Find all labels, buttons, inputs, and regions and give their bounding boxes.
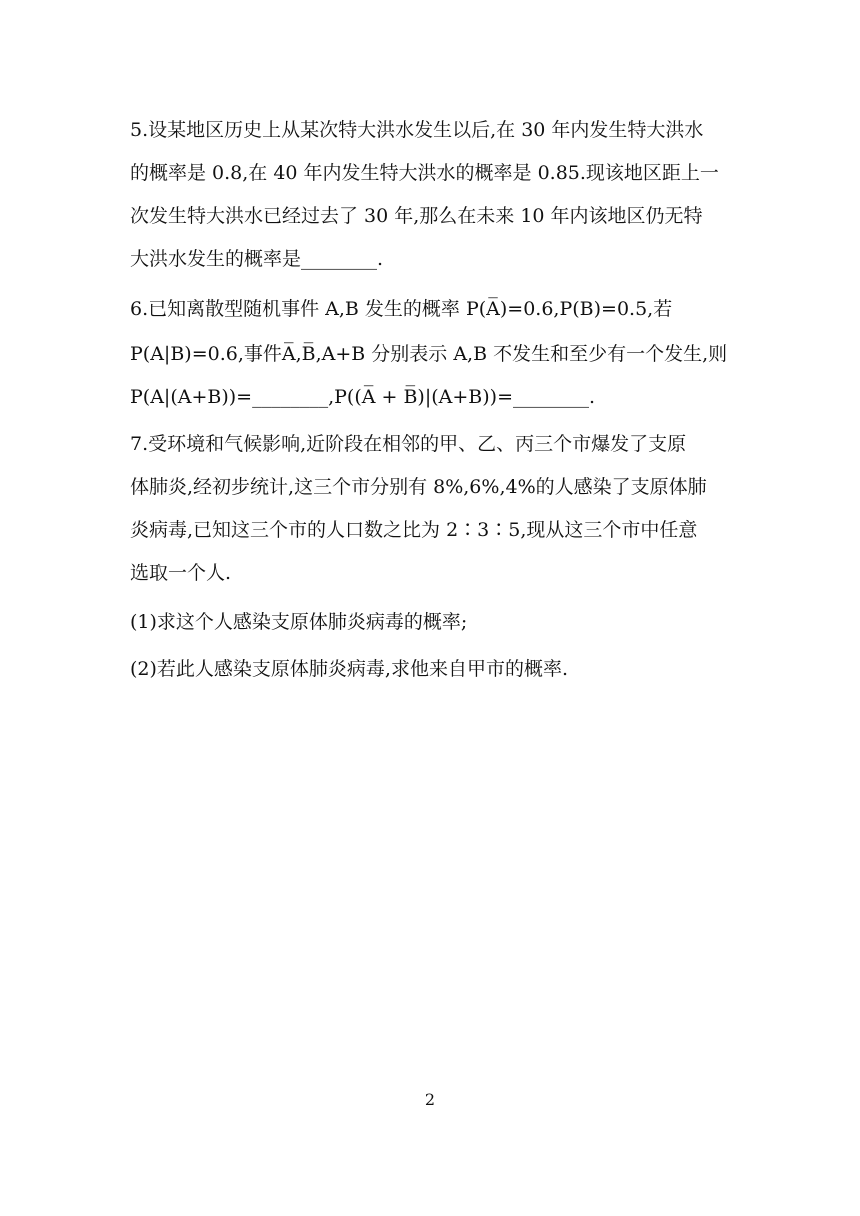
question-6-line-1: 6.已知离散型随机事件 A,B 发生的概率 P(A̅)=0.6,P(B)=0.5,若 xyxy=(130,298,673,320)
question-7-line-2: 体肺炎,经初步统计,这三个市分别有 8%,6%,4%的人感染了支原体肺 xyxy=(130,476,707,498)
question-5-line-3: 次发生特大洪水已经过去了 30 年,那么在未来 10 年内该地区仍无特 xyxy=(130,205,703,227)
question-7-line-1: 7.受环境和气候影响,近阶段在相邻的甲、乙、丙三个市爆发了支原 xyxy=(130,433,687,455)
page-number: 2 xyxy=(424,1090,436,1109)
question-6-line-3: P(A|(A+B))=________,P((A̅ + B̅)|(A+B))=________. xyxy=(130,386,596,408)
question-7-line-4: 选取一个人. xyxy=(130,562,232,584)
question-5-line-1: 5.设某地区历史上从某次特大洪水发生以后,在 30 年内发生特大洪水 xyxy=(130,119,704,141)
question-6-line-2: P(A|B)=0.6,事件A̅,B̅,A+B 分别表示 A,B 不发生和至少有一个发生,则 xyxy=(130,343,728,365)
question-5-line-4: 大洪水发生的概率是________. xyxy=(130,248,384,270)
question-7-line-3: 炎病毒,已知这三个市的人口数之比为 2∶3∶5,现从这三个市中任意 xyxy=(130,519,698,541)
question-5-line-2: 的概率是 0.8,在 40 年内发生特大洪水的概率是 0.85.现该地区距上一 xyxy=(130,162,719,184)
question-7-part-1: (1)求这个人感染支原体肺炎病毒的概率; xyxy=(130,611,468,633)
question-7-part-2: (2)若此人感染支原体肺炎病毒,求他来自甲市的概率. xyxy=(130,658,568,680)
